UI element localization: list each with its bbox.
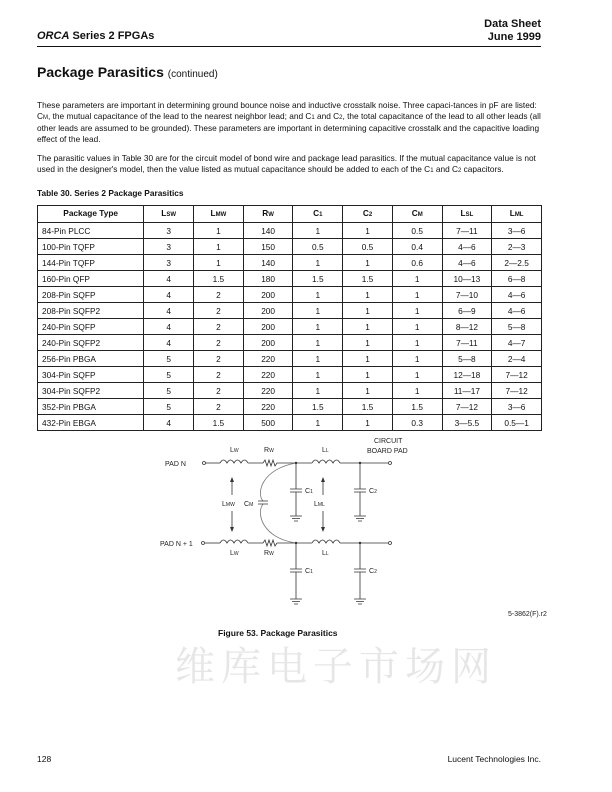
value-cell: 5—8 (492, 319, 542, 335)
table-row (38, 239, 542, 255)
section-title (37, 64, 547, 83)
value-cell: 200 (243, 287, 293, 303)
value-cell: 4 (144, 287, 194, 303)
value-cell: 1 (392, 271, 442, 287)
value-cell: 4—6 (442, 239, 492, 255)
value-cell: 7—12 (442, 399, 492, 415)
value-cell: 150 (243, 239, 293, 255)
value-cell: 10—13 (442, 271, 492, 287)
value-cell: 1 (293, 223, 343, 239)
value-cell: 1 (392, 319, 442, 335)
value-cell: 7—11 (442, 223, 492, 239)
package-type-cell: 84-Pin PLCC (38, 223, 144, 239)
section-title-text: Package Parasitics (37, 64, 164, 80)
value-cell: 1 (392, 303, 442, 319)
column-header: C2 (343, 206, 393, 223)
lw-label-top: LW (230, 447, 239, 455)
figure-code: 5-3862(F).r2 (508, 611, 547, 619)
pad-n-label: PAD N (165, 461, 186, 469)
value-cell: 140 (243, 223, 293, 239)
value-cell: 1 (293, 255, 343, 271)
value-cell: 1 (293, 319, 343, 335)
table-row (38, 223, 542, 239)
value-cell: 1 (293, 335, 343, 351)
table-header-row (38, 206, 542, 223)
value-cell: 2 (194, 303, 244, 319)
table-row (38, 271, 542, 287)
value-cell: 1 (293, 303, 343, 319)
value-cell: 1 (194, 239, 244, 255)
value-cell: 1 (343, 367, 393, 383)
value-cell: 2 (194, 335, 244, 351)
footer-company: Lucent Technologies Inc. (447, 754, 541, 764)
table-row (38, 255, 542, 271)
value-cell: 1 (343, 303, 393, 319)
value-cell: 1 (293, 415, 343, 431)
value-cell: 1 (343, 351, 393, 367)
value-cell: 1.5 (293, 271, 343, 287)
value-cell: 1 (293, 351, 343, 367)
value-cell: 2—2.5 (492, 255, 542, 271)
value-cell: 2 (194, 351, 244, 367)
value-cell: 5 (144, 383, 194, 399)
pad-n1-label: PAD N + 1 (160, 541, 193, 549)
value-cell: 1 (293, 383, 343, 399)
paragraph-1: These parameters are important in determining ground bounce noise and inductive crosstalk noise. Three capaci-tances in pF are listed: CM, the mutual capacitance of the lead to the nearest neighbor lead; and C1 and C2, the total capacitance of the lead to all other leads (all other leads are assumed to be grounded). These parameters are important in determining capacitive crosstalk and the capacitive loading effect of the lead. (37, 100, 541, 145)
value-cell: 1 (293, 287, 343, 303)
value-cell: 200 (243, 303, 293, 319)
value-cell: 2 (194, 367, 244, 383)
value-cell: 1 (392, 367, 442, 383)
figure-caption: Figure 53. Package Parasitics (218, 628, 338, 639)
package-type-cell: 304-Pin SQFP2 (38, 383, 144, 399)
package-type-cell: 100-Pin TQFP (38, 239, 144, 255)
package-type-cell: 256-Pin PBGA (38, 351, 144, 367)
paragraph-2: The parasitic values in Table 30 are for the circuit model of bond wire and package lead parasitics. If the mutual capacitance value is not used in the designer's model, then the value listed as mutual capacitance should be added to each of the C1 and C2 capacitors. (37, 152, 536, 174)
value-cell: 200 (243, 335, 293, 351)
value-cell: 1 (343, 383, 393, 399)
column-header: LSW (144, 206, 194, 223)
table-row (38, 383, 542, 399)
value-cell: 0.6 (392, 255, 442, 271)
value-cell: 1.5 (293, 399, 343, 415)
table-row (38, 303, 542, 319)
value-cell: 180 (243, 271, 293, 287)
value-cell: 11—17 (442, 383, 492, 399)
value-cell: 1 (194, 223, 244, 239)
c2-label-bottom: C2 (369, 568, 377, 576)
value-cell: 1 (293, 367, 343, 383)
value-cell: 4—7 (492, 335, 542, 351)
value-cell: 2 (194, 399, 244, 415)
value-cell: 0.5 (392, 223, 442, 239)
value-cell: 0.3 (392, 415, 442, 431)
value-cell: 1 (343, 319, 393, 335)
value-cell: 4 (144, 319, 194, 335)
c2-label-top: C2 (369, 488, 377, 496)
value-cell: 4 (144, 415, 194, 431)
orca-brand: ORCA (37, 30, 70, 42)
package-type-cell: 160-Pin QFP (38, 271, 144, 287)
page-number: 128 (37, 754, 52, 764)
package-type-cell: 432-Pin EBGA (38, 415, 144, 431)
table-row (38, 367, 542, 383)
table-row (38, 415, 542, 431)
c1-label-top: C1 (305, 488, 313, 496)
value-cell: 1 (343, 223, 393, 239)
value-cell: 4 (144, 303, 194, 319)
board-pad-label: BOARD PAD (367, 448, 408, 456)
value-cell: 2—4 (492, 351, 542, 367)
value-cell: 1 (343, 335, 393, 351)
value-cell: 1.5 (194, 271, 244, 287)
doc-type: Data Sheet (484, 18, 541, 30)
watermark: 维库电子市场网 (175, 644, 497, 691)
rw-label-top: RW (264, 447, 274, 455)
circuit-label: CIRCUIT (374, 438, 403, 446)
package-type-cell: 240-Pin SQFP2 (38, 335, 144, 351)
value-cell: 1.5 (343, 271, 393, 287)
series-name: Series 2 FPGAs (69, 30, 155, 42)
package-type-cell: 240-Pin SQFP (38, 319, 144, 335)
value-cell: 1.5 (194, 415, 244, 431)
value-cell: 1 (343, 255, 393, 271)
column-header: RW (243, 206, 293, 223)
value-cell: 5 (144, 367, 194, 383)
ll-label-top: LL (322, 447, 329, 455)
rw-label-bottom: RW (264, 550, 274, 558)
value-cell: 3—5.5 (442, 415, 492, 431)
value-cell: 7—12 (492, 367, 542, 383)
value-cell: 3—6 (492, 399, 542, 415)
doc-date: June 1999 (487, 31, 541, 43)
value-cell: 220 (243, 383, 293, 399)
value-cell: 5 (144, 399, 194, 415)
package-type-cell: 144-Pin TQFP (38, 255, 144, 271)
value-cell: 4—6 (442, 255, 492, 271)
package-type-cell: 208-Pin SQFP2 (38, 303, 144, 319)
header-right (484, 18, 541, 44)
value-cell: 3—6 (492, 223, 542, 239)
value-cell: 2—3 (492, 239, 542, 255)
value-cell: 1 (392, 383, 442, 399)
value-cell: 1 (194, 255, 244, 271)
column-header: C1 (293, 206, 343, 223)
value-cell: 8—12 (442, 319, 492, 335)
lml-label: LML (314, 501, 325, 509)
lw-label-bottom: LW (230, 550, 239, 558)
parasitics-table (37, 205, 542, 431)
cm-label: CM (244, 501, 254, 509)
value-cell: 2 (194, 383, 244, 399)
value-cell: 4 (144, 335, 194, 351)
value-cell: 5—8 (442, 351, 492, 367)
ll-label-bottom: LL (322, 550, 329, 558)
table-row (38, 287, 542, 303)
value-cell: 140 (243, 255, 293, 271)
value-cell: 1 (392, 335, 442, 351)
column-header: LML (492, 206, 542, 223)
column-header: LMW (194, 206, 244, 223)
value-cell: 7—12 (492, 383, 542, 399)
value-cell: 2 (194, 319, 244, 335)
column-header: Package Type (38, 206, 144, 223)
value-cell: 0.5—1 (492, 415, 542, 431)
table-caption: Table 30. Series 2 Package Parasitics (37, 188, 184, 199)
value-cell: 220 (243, 351, 293, 367)
value-cell: 6—9 (442, 303, 492, 319)
value-cell: 0.4 (392, 239, 442, 255)
value-cell: 0.5 (293, 239, 343, 255)
value-cell: 1 (343, 415, 393, 431)
value-cell: 3 (144, 239, 194, 255)
package-type-cell: 304-Pin SQFP (38, 367, 144, 383)
header-rule (37, 46, 541, 47)
value-cell: 200 (243, 319, 293, 335)
value-cell: 7—10 (442, 287, 492, 303)
value-cell: 1 (343, 287, 393, 303)
value-cell: 0.5 (343, 239, 393, 255)
column-header: CM (392, 206, 442, 223)
value-cell: 3 (144, 223, 194, 239)
value-cell: 500 (243, 415, 293, 431)
main-content (37, 64, 547, 689)
value-cell: 1 (392, 287, 442, 303)
header-series (37, 30, 154, 42)
package-parasitics-circuit (0, 431, 612, 626)
value-cell: 1 (392, 351, 442, 367)
package-type-cell: 208-Pin SQFP (38, 287, 144, 303)
table-row (38, 351, 542, 367)
table-row (38, 319, 542, 335)
table-row (38, 399, 542, 415)
table-body (38, 223, 542, 431)
value-cell: 12—18 (442, 367, 492, 383)
value-cell: 6—8 (492, 271, 542, 287)
value-cell: 220 (243, 367, 293, 383)
value-cell: 220 (243, 399, 293, 415)
value-cell: 4—6 (492, 303, 542, 319)
lmw-label: LMW (222, 501, 235, 509)
continued-label: (continued) (167, 69, 218, 80)
value-cell: 5 (144, 351, 194, 367)
value-cell: 1.5 (343, 399, 393, 415)
table-row (38, 335, 542, 351)
c1-label-bottom: C1 (305, 568, 313, 576)
value-cell: 4 (144, 271, 194, 287)
column-header: LSL (442, 206, 492, 223)
package-type-cell: 352-Pin PBGA (38, 399, 144, 415)
value-cell: 2 (194, 287, 244, 303)
value-cell: 4—6 (492, 287, 542, 303)
value-cell: 3 (144, 255, 194, 271)
value-cell: 1.5 (392, 399, 442, 415)
value-cell: 7—11 (442, 335, 492, 351)
